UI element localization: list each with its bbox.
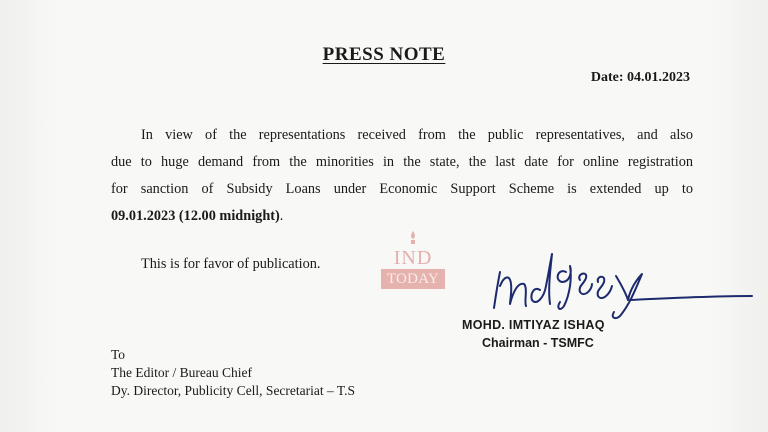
document-date: Date: 04.01.2023 bbox=[590, 70, 690, 85]
recipient-line: The Editor / Bureau Chief bbox=[111, 365, 252, 380]
press-note-title: PRESS NOTE bbox=[322, 44, 446, 65]
signatory-name: MOHD. IMTIYAZ ISHAQ bbox=[462, 318, 605, 332]
body-line: due to huge demand from the minorities in the state, the last date for online registration bbox=[111, 154, 693, 170]
body-line: for sanction of Subsidy Loans under Economic Support Scheme is extended up to bbox=[111, 181, 693, 197]
favor-line: This is for favor of publication. bbox=[141, 256, 321, 272]
watermark-logo bbox=[381, 229, 445, 291]
signatory-designation: Chairman - TSMFC bbox=[482, 336, 594, 350]
recipients-block bbox=[111, 346, 355, 400]
recipient-line: Dy. Director, Publicity Cell, Secretariat – T.S bbox=[111, 383, 356, 398]
handwritten-signature bbox=[480, 246, 760, 326]
body-paragraph bbox=[111, 122, 693, 230]
deadline-line bbox=[111, 203, 693, 230]
to-label: To bbox=[111, 347, 126, 362]
deadline-date: 09.01.2023 (12.00 midnight) bbox=[111, 208, 280, 224]
watermark-top-text: IND bbox=[393, 247, 433, 269]
watermark-bottom-text: TODAY bbox=[381, 269, 445, 289]
lamp-icon bbox=[407, 231, 419, 245]
deadline-suffix: . bbox=[279, 208, 284, 224]
body-line: In view of the representations received from the public representatives, and also bbox=[141, 127, 693, 143]
